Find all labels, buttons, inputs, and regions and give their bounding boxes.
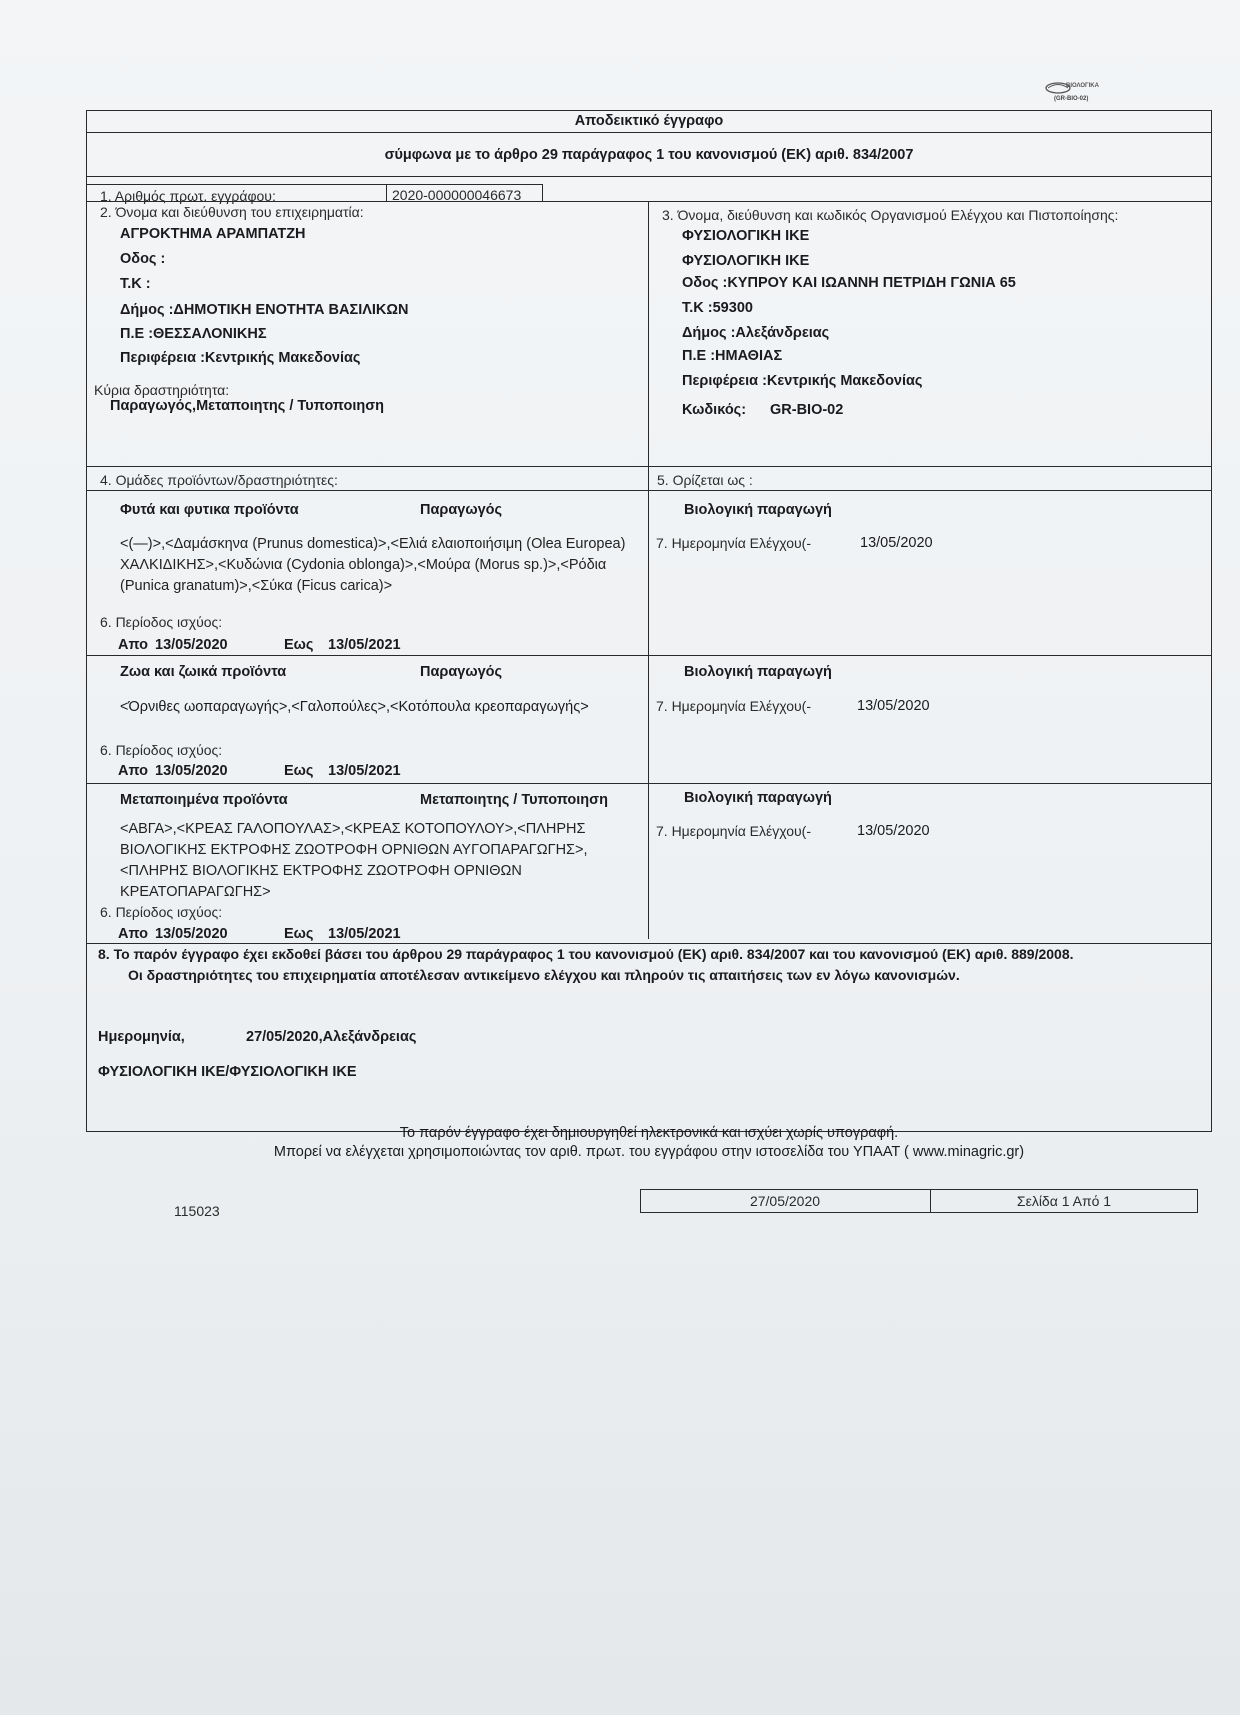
period-label: 6. Περίοδος ισχύος: — [100, 742, 223, 758]
divider — [86, 176, 1212, 177]
divider — [386, 184, 387, 201]
protocol-value: 2020-000000046673 — [392, 187, 522, 203]
organic-logo — [1040, 78, 1100, 108]
group-products: <(—)>,<Δαμάσκηνα (Prunus domestica)>,<Ελιά ελαιοποιήσιμη (Olea Europea) ΧΑΛΚΙΔΙΚΗΣ>,<Κυδώνια (Cydonia oblonga)>,<Μούρα (Morus sp.)>,<Ρόδια (Punica granatum)>,<Σύκα (Ficus carica)> — [120, 536, 626, 594]
operator-street: Οδος : — [120, 251, 166, 267]
groups-label: 4. Ομάδες προϊόντων/δραστηριότητες: — [100, 472, 338, 488]
from-date: 13/05/2020 — [155, 637, 228, 653]
to-label: Εως — [284, 926, 314, 942]
divider — [86, 655, 1212, 656]
logo-code: (GR-BIO-02) — [1054, 96, 1089, 102]
column-divider — [648, 201, 649, 939]
from-date: 13/05/2020 — [155, 926, 228, 942]
authority-code: GR-BIO-02 — [770, 402, 844, 418]
to-date: 13/05/2021 — [328, 637, 401, 653]
divider — [86, 132, 1212, 133]
control-date: 13/05/2020 — [857, 823, 930, 839]
group-category: Φυτά και φυτικα προϊόντα — [120, 502, 299, 518]
divider — [86, 783, 1212, 784]
divider — [86, 184, 542, 185]
authority-label: 3. Όνομα, διεύθυνση και κωδικός Οργανισμού Ελέγχου και Πιστοποίησης: — [662, 207, 1119, 223]
note-line-1: Το παρόν έγγραφο έχει δημιουργηθεί ηλεκτρονικά και ισχύει χωρίς υπογραφή. — [399, 1125, 899, 1141]
divider — [542, 184, 543, 201]
statement-line-2: Οι δραστηριότητες του επιχειρηματία αποτέλεσαν αντικείμενο ελέγχου και πληρούν τις απαιτήσεις των εν λόγω κανονισμών. — [128, 967, 960, 983]
logo-text: ΒΙΟΛΟΓΙΚΑ — [1066, 83, 1099, 89]
authority-name-2: ΦΥΣΙΟΛΟΓΙΚΗ ΙΚΕ — [682, 253, 810, 269]
issue-date-value: 27/05/2020,Αλεξάνδρειας — [246, 1029, 417, 1045]
group-role: Παραγωγός — [420, 664, 503, 680]
defined-label: 5. Ορίζεται ως : — [657, 472, 753, 488]
operator-region: Περιφέρεια :Κεντρικής Μακεδονίας — [120, 350, 361, 366]
authority-code-label: Κωδικός: — [682, 402, 747, 418]
from-label: Απο — [118, 763, 149, 779]
period-label: 6. Περίοδος ισχύος: — [100, 614, 223, 630]
operator-name: ΑΓΡΟΚΤΗΜΑ ΑΡΑΜΠΑΤΖΗ — [120, 226, 306, 242]
to-date: 13/05/2021 — [328, 763, 401, 779]
issue-date-label: Ημερομηνία, — [98, 1029, 185, 1045]
authority-postal: Τ.Κ :59300 — [682, 300, 753, 316]
authority-name-1: ΦΥΣΙΟΛΟΓΙΚΗ ΙΚΕ — [682, 228, 810, 244]
defined-as: Βιολογική παραγωγή — [684, 790, 832, 806]
control-label: 7. Ημερομηνία Ελέγχου(- — [656, 698, 811, 714]
from-label: Απο — [118, 926, 149, 942]
divider — [86, 466, 1212, 467]
divider — [86, 490, 1212, 491]
authority-region: Περιφέρεια :Κεντρικής Μακεδονίας — [682, 373, 923, 389]
operator-postal: Τ.Κ : — [120, 276, 151, 292]
group-category: Μεταποιημένα προϊόντα — [120, 792, 288, 808]
protocol-label: 1. Αριθμός πρωτ. εγγράφου: — [100, 188, 276, 204]
group-products: <Όρνιθες ωοπαραγωγής>,<Γαλοπούλες>,<Κοτόπουλα κρεοπαραγωγής> — [120, 699, 589, 715]
from-date: 13/05/2020 — [155, 763, 228, 779]
operator-regional-unit: Π.Ε :ΘΕΣΣΑΛΟΝΙΚΗΣ — [120, 326, 267, 342]
defined-as: Βιολογική παραγωγή — [684, 664, 832, 680]
control-label: 7. Ημερομηνία Ελέγχου(- — [656, 535, 811, 551]
operator-municipality: Δήμος :ΔΗΜΟΤΙΚΗ ΕΝΟΤΗΤΑ ΒΑΣΙΛΙΚΩΝ — [120, 302, 409, 318]
from-label: Απο — [118, 637, 149, 653]
to-date: 13/05/2021 — [328, 926, 401, 942]
document-title: Αποδεικτικό έγγραφο — [574, 113, 724, 129]
divider — [86, 943, 1212, 944]
group-category: Ζωα και ζωικά προϊόντα — [120, 664, 287, 680]
activity-label: Κύρια δραστηριότητα: — [94, 382, 230, 398]
note-line-2: Μπορεί να ελέγχεται χρησιμοποιώντας τον αριθ. πρωτ. του εγγράφου στην ιστοσελίδα του ΥΠΑΑΤ ( www.minagric.gr) — [273, 1144, 1025, 1160]
authority-regional-unit: Π.Ε :ΗΜΑΘΙΑΣ — [682, 348, 783, 364]
group-role: Μεταποιητης / Τυποποιηση — [420, 792, 608, 808]
footer-code: 115023 — [174, 1203, 220, 1219]
to-label: Εως — [284, 637, 314, 653]
authority-street: Οδος :ΚΥΠΡΟΥ ΚΑΙ ΙΩΑΝΝΗ ΠΕΤΡΙΔΗ ΓΩΝΙΑ 65 — [682, 275, 1016, 291]
control-date: 13/05/2020 — [857, 698, 930, 714]
footer-page: Σελίδα 1 Από 1 — [1016, 1193, 1112, 1209]
footer-date: 27/05/2020 — [749, 1193, 821, 1209]
control-date: 13/05/2020 — [860, 535, 933, 551]
authority-municipality: Δήμος :Αλεξάνδρειας — [682, 325, 830, 341]
to-label: Εως — [284, 763, 314, 779]
defined-as: Βιολογική παραγωγή — [684, 502, 832, 518]
group-role: Παραγωγός — [420, 502, 503, 518]
document-subtitle: σύμφωνα με το άρθρο 29 παράγραφος 1 του κανονισμού (ΕΚ) αριθ. 834/2007 — [384, 147, 914, 163]
issuer-name: ΦΥΣΙΟΛΟΓΙΚΗ ΙΚΕ/ΦΥΣΙΟΛΟΓΙΚΗ ΙΚΕ — [98, 1064, 357, 1080]
statement-line-1: 8. Το παρόν έγγραφο έχει εκδοθεί βάσει του άρθρου 29 παράγραφος 1 του κανονισμού (ΕΚ) αριθ. 834/2007 και του κανονισμού (ΕΚ) αριθ. 889/2008. — [98, 946, 1074, 962]
operator-label: 2. Όνομα και διεύθυνση του επιχειρηματία: — [100, 204, 364, 220]
activity-value: Παραγωγός,Μεταποιητης / Τυποποιηση — [110, 398, 384, 414]
control-label: 7. Ημερομηνία Ελέγχου(- — [656, 823, 811, 839]
period-label: 6. Περίοδος ισχύος: — [100, 904, 223, 920]
group-products: <ΑΒΓΑ>,<ΚΡΕΑΣ ΓΑΛΟΠΟΥΛΑΣ>,<ΚΡΕΑΣ ΚΟΤΟΠΟΥΛΟΥ>,<ΠΛΗΡΗΣ ΒΙΟΛΟΓΙΚΗΣ ΕΚΤΡΟΦΗΣ ΖΩΟΤΡΟΦΗ ΟΡΝΙΘΩΝ ΑΥΓΟΠΑΡΑΓΩΓΗΣ>, <ΠΛΗΡΗΣ ΒΙΟΛΟΓΙΚΗΣ ΕΚΤΡΟΦΗΣ ΖΩΟΤΡΟΦΗ ΟΡΝΙΘΩΝ ΚΡΕΑΤΟΠΑΡΑΓΩΓΗΣ> — [120, 821, 588, 900]
divider — [86, 201, 1212, 202]
